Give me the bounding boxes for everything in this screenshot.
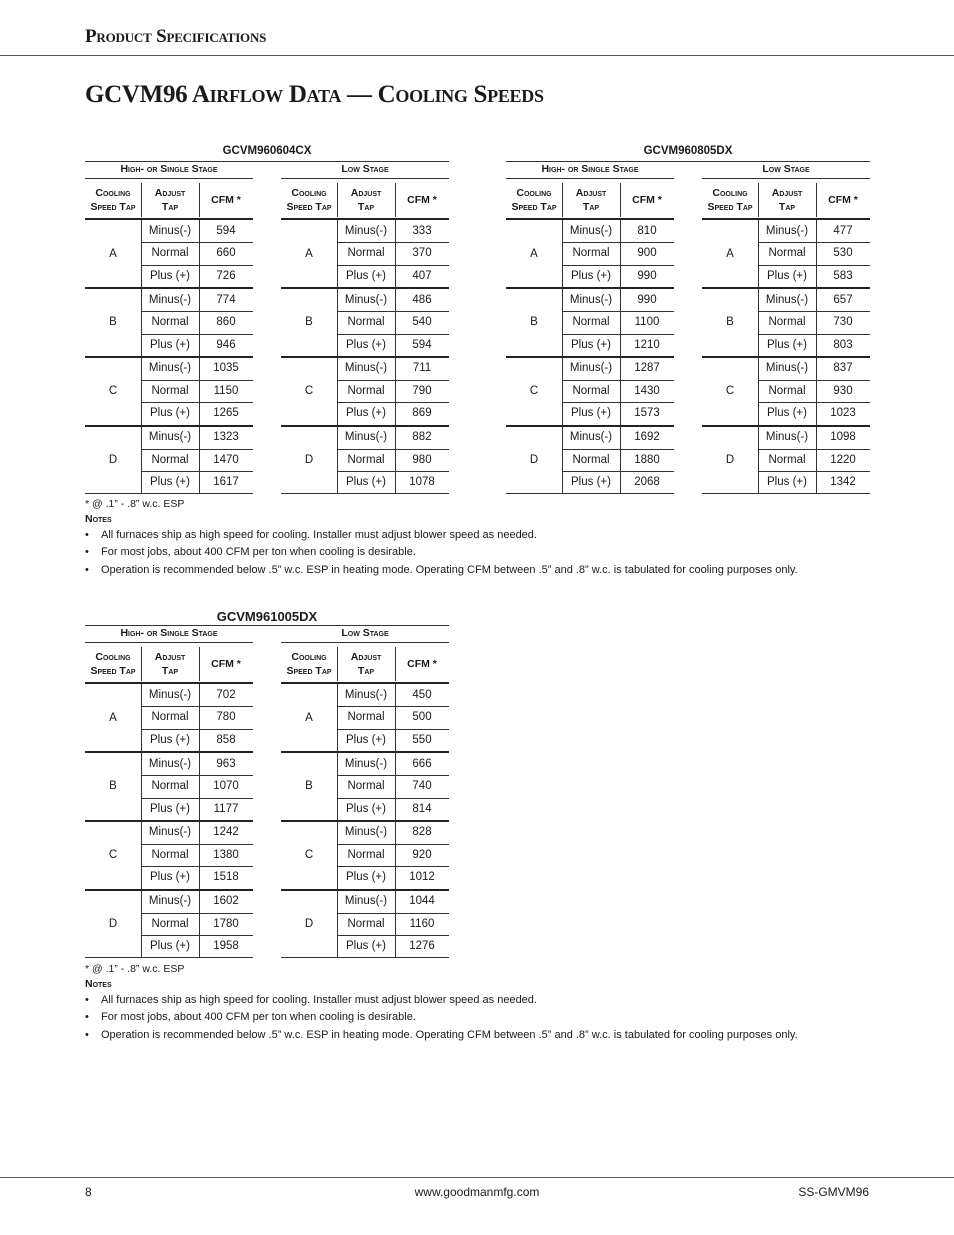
speed-tap-cell: A [109,247,117,260]
cfm-cell: 869 [412,407,432,420]
adjust-tap-header [758,183,816,217]
cfm-cell: 594 [216,225,236,237]
footer-website: www.goodmanmfg.com [414,1185,540,1199]
speed-tap-cell: D [529,453,539,466]
adjust-tap-cell: Plus (+) [150,733,190,746]
stage-label-high: High- or Single Stage [120,163,218,175]
speed-tap-header [702,183,758,217]
adjust-tap-header-line: Adjust [154,651,186,663]
adjust-tap-cell: Minus(-) [344,689,388,701]
adjust-tap-cell: Plus (+) [571,269,611,282]
cfm-cell: 486 [412,293,432,306]
speed-tap-cell: C [725,384,735,397]
notes-heading: Notes [85,978,112,990]
speed-tap-cell: A [530,247,538,260]
speed-tap-header-line: Speed Tap [286,201,332,213]
note-bullet-icon: • [85,563,89,576]
note-item: For most jobs, about 400 CFM per ton when cooling is desirable. [101,1011,416,1024]
adjust-tap-cell: Minus(-) [148,689,192,701]
adjust-tap-cell: Minus(-) [765,362,809,375]
cfm-cell: 711 [412,362,432,375]
adjust-tap-cell: Plus (+) [767,475,807,488]
cfm-cell: 1323 [213,431,239,444]
adjust-tap-cell: Minus(-) [344,757,388,770]
cfm-cell: 702 [216,689,236,701]
adjust-tap-cell: Normal [347,316,385,329]
cfm-cell: 1958 [213,939,239,952]
cfm-cell: 1035 [213,362,239,375]
cfm-cell: 1078 [409,475,435,488]
adjust-tap-header [141,647,199,681]
cfm-cell: 333 [412,225,432,237]
page-number: 8 [85,1185,92,1199]
adjust-tap-cell: Minus(-) [148,293,192,306]
adjust-tap-cell: Plus (+) [346,802,386,815]
table-bottom-rule [281,957,449,958]
adjust-tap-header-line: Tap [357,665,375,677]
adjust-tap-cell: Plus (+) [346,733,386,746]
adjust-tap-cell: Plus (+) [150,269,190,282]
adjust-tap-cell: Normal [572,316,610,329]
speed-tap-header [281,183,337,217]
cfm-cell: 500 [412,711,432,724]
speed-tap-cell: A [305,247,313,260]
cfm-cell: 730 [833,316,853,329]
adjust-tap-cell: Normal [151,848,189,861]
note-bullet-icon: • [85,546,89,559]
speed-tap-header-line: Speed Tap [90,201,136,213]
adjust-tap-header [562,183,620,217]
adjust-tap-header-line: Tap [778,201,796,213]
cfm-cell: 1276 [409,939,435,952]
cfm-cell: 1518 [213,871,239,884]
cfm-cell: 1012 [409,871,435,884]
page-title: GCVM96 Airflow Data — Cooling Speeds [85,81,544,108]
notes-heading: Notes [85,513,112,525]
adjust-tap-cell: Minus(-) [148,826,192,839]
cfm-cell: 814 [412,802,432,815]
adjust-tap-cell: Plus (+) [150,407,190,420]
speed-tap-header-line: Speed Tap [90,665,136,677]
adjust-tap-header-line: Tap [161,201,179,213]
note-item: All furnaces ship as high speed for cooling. Installer must adjust blower speed as needed. [101,529,537,541]
adjust-tap-header [337,647,395,681]
table-bottom-rule [702,493,870,494]
adjust-tap-header [141,183,199,217]
adjust-tap-cell: Normal [151,453,189,466]
speed-tap-cell: D [108,453,118,466]
adjust-tap-cell: Plus (+) [571,338,611,351]
adjust-tap-cell: Normal [347,780,385,793]
adjust-tap-cell: Normal [768,453,806,466]
speed-tap-header-line: Speed Tap [511,201,557,213]
adjust-tap-cell: Plus (+) [571,475,611,488]
cfm-cell: 803 [833,338,853,351]
model-rule [85,625,449,626]
footer-rule [0,1177,954,1178]
adjust-tap-header-line: Adjust [350,651,382,663]
speed-tap-cell: B [530,316,538,329]
adjust-tap-cell: Minus(-) [765,293,809,306]
cfm-cell: 1602 [213,895,239,908]
cfm-cell: 407 [412,269,432,282]
speed-tap-header [506,183,562,217]
speed-tap-header-line: Cooling [291,187,327,199]
footnote-esp: * @ .1” - .8” w.c. ESP [85,498,185,510]
model-rule [506,161,870,162]
cfm-header: CFM * [632,194,662,206]
adjust-tap-cell: Normal [347,247,385,260]
adjust-tap-cell: Normal [151,247,189,260]
cfm-cell: 530 [833,247,853,260]
cfm-cell: 666 [412,757,432,770]
adjust-tap-cell: Plus (+) [346,407,386,420]
adjust-tap-cell: Minus(-) [148,757,192,770]
speed-tap-cell: D [108,917,118,930]
cfm-cell: 1342 [830,475,856,488]
adjust-tap-header-line: Adjust [154,187,186,199]
cfm-cell: 774 [216,293,236,306]
cfm-cell: 1023 [830,407,856,420]
speed-tap-header [85,647,141,681]
cfm-cell: 657 [833,293,853,306]
cfm-cell: 1287 [634,362,660,375]
note-bullet-icon: • [85,994,89,1006]
footnote-esp: * @ .1” - .8” w.c. ESP [85,963,185,975]
model-title: GCVM960805DX [643,145,733,157]
adjust-tap-cell: Minus(-) [569,431,613,444]
cfm-cell: 477 [833,225,853,237]
adjust-tap-cell: Plus (+) [346,939,386,952]
cfm-cell: 1617 [213,475,239,488]
adjust-tap-cell: Plus (+) [346,475,386,488]
table-bottom-rule [281,493,449,494]
adjust-tap-cell: Plus (+) [767,407,807,420]
cfm-cell: 1242 [213,826,239,839]
adjust-tap-cell: Minus(-) [148,895,192,908]
table-bottom-rule [506,493,674,494]
section-header: Product Specifications [85,26,267,47]
stage-rule [85,642,253,643]
adjust-tap-header [337,183,395,217]
cfm-cell: 990 [637,293,657,306]
stage-rule [85,178,253,179]
note-bullet-icon: • [85,1028,89,1041]
adjust-tap-header-line: Tap [357,201,375,213]
adjust-tap-cell: Normal [151,917,189,930]
cfm-cell: 990 [637,269,657,282]
table-bottom-rule [85,493,253,494]
cfm-cell: 2068 [634,475,660,488]
speed-tap-header-line: Cooling [712,187,748,199]
adjust-tap-cell: Minus(-) [569,362,613,375]
adjust-tap-cell: Plus (+) [346,871,386,884]
speed-tap-cell: D [304,917,314,930]
stage-label-high: High- or Single Stage [541,163,639,175]
note-bullet-icon: • [85,529,89,541]
cfm-cell: 858 [216,733,236,746]
speed-tap-cell: D [725,453,735,466]
stage-label-high: High- or Single Stage [120,627,218,639]
speed-tap-header-line: Cooling [291,651,327,663]
cfm-cell: 1692 [634,431,660,444]
adjust-tap-header-line: Adjust [350,187,382,199]
cfm-cell: 660 [216,247,236,260]
stage-rule [281,178,449,179]
cfm-header: CFM * [211,658,241,670]
table-bottom-rule [85,957,253,958]
header-rule [0,55,954,56]
note-bullet-icon: • [85,1011,89,1024]
adjust-tap-cell: Minus(-) [569,293,613,306]
adjust-tap-cell: Minus(-) [344,431,388,444]
adjust-tap-cell: Minus(-) [344,895,388,908]
cfm-cell: 790 [412,384,432,397]
adjust-tap-cell: Minus(-) [344,362,388,375]
cfm-cell: 920 [412,848,432,861]
cfm-cell: 1220 [830,453,856,466]
adjust-tap-cell: Normal [347,848,385,861]
stage-rule [702,178,870,179]
speed-tap-header-line: Cooling [95,651,131,663]
note-item: For most jobs, about 400 CFM per ton when cooling is desirable. [101,546,416,559]
adjust-tap-cell: Normal [572,384,610,397]
cfm-cell: 1070 [213,780,239,793]
speed-tap-header-line: Cooling [516,187,552,199]
adjust-tap-cell: Minus(-) [765,431,809,444]
cfm-cell: 370 [412,247,432,260]
speed-tap-cell: B [109,780,117,793]
adjust-tap-cell: Plus (+) [150,939,190,952]
adjust-tap-cell: Minus(-) [344,225,388,237]
adjust-tap-cell: Normal [768,247,806,260]
speed-tap-cell: C [108,848,118,861]
cfm-cell: 583 [833,269,853,282]
cfm-cell: 946 [216,338,236,351]
speed-tap-cell: A [305,711,313,724]
adjust-tap-cell: Plus (+) [150,871,190,884]
speed-tap-header [85,183,141,217]
model-title: GCVM960604CX [222,145,312,157]
adjust-tap-cell: Minus(-) [148,362,192,375]
adjust-tap-cell: Normal [768,384,806,397]
speed-tap-header [281,647,337,681]
speed-tap-cell: D [304,453,314,466]
cfm-cell: 1210 [634,338,660,351]
cfm-cell: 980 [412,453,432,466]
cfm-cell: 550 [412,733,432,746]
cfm-cell: 810 [637,225,657,237]
adjust-tap-cell: Normal [572,453,610,466]
adjust-tap-cell: Plus (+) [571,407,611,420]
cfm-cell: 1098 [830,431,856,444]
cfm-cell: 837 [833,362,853,375]
cfm-header: CFM * [407,658,437,670]
speed-tap-header-line: Speed Tap [707,201,753,213]
cfm-cell: 930 [833,384,853,397]
speed-tap-cell: B [109,316,117,329]
adjust-tap-cell: Normal [572,247,610,260]
adjust-tap-cell: Plus (+) [346,338,386,351]
adjust-tap-cell: Normal [151,384,189,397]
adjust-tap-cell: Normal [151,316,189,329]
cfm-cell: 1044 [409,895,435,908]
speed-tap-cell: C [304,848,314,861]
note-item: All furnaces ship as high speed for cooling. Installer must adjust blower speed as needed. [101,994,537,1006]
adjust-tap-cell: Normal [347,917,385,930]
cfm-cell: 1150 [213,384,239,397]
adjust-tap-header-line: Tap [582,201,600,213]
cfm-cell: 860 [216,316,236,329]
adjust-tap-header-line: Adjust [575,187,607,199]
footer-doc-id: SS-GMVM96 [798,1185,869,1199]
adjust-tap-cell: Plus (+) [767,338,807,351]
adjust-tap-header-line: Adjust [771,187,803,199]
cfm-header: CFM * [407,194,437,206]
cfm-cell: 900 [637,247,657,260]
speed-tap-header-line: Cooling [95,187,131,199]
speed-tap-cell: C [108,384,118,397]
cfm-cell: 1100 [634,316,660,329]
adjust-tap-cell: Plus (+) [346,269,386,282]
cfm-header: CFM * [211,194,241,206]
adjust-tap-cell: Normal [768,316,806,329]
adjust-tap-cell: Normal [347,711,385,724]
cfm-cell: 1160 [409,917,435,930]
cfm-header: CFM * [828,194,858,206]
adjust-tap-cell: Normal [347,384,385,397]
cfm-cell: 1470 [213,453,239,466]
model-title: GCVM961005DX [216,609,318,624]
note-item: Operation is recommended below .5” w.c. ESP in heating mode. Operating CFM between .5” and .8” w.c. is tabulated for cooling purposes only. [101,1028,798,1041]
adjust-tap-cell: Plus (+) [767,269,807,282]
cfm-cell: 1880 [634,453,660,466]
cfm-cell: 1265 [213,407,239,420]
cfm-cell: 1380 [213,848,239,861]
cfm-cell: 740 [412,780,432,793]
stage-rule [281,642,449,643]
cfm-cell: 726 [216,269,236,282]
cfm-cell: 963 [216,757,236,770]
model-rule [85,161,449,162]
adjust-tap-cell: Normal [151,780,189,793]
speed-tap-cell: C [304,384,314,397]
adjust-tap-cell: Minus(-) [765,225,809,237]
note-item: Operation is recommended below .5” w.c. ESP in heating mode. Operating CFM between .5” and .8” w.c. is tabulated for cooling purposes only. [101,563,798,576]
speed-tap-cell: B [305,316,313,329]
adjust-tap-header-line: Tap [161,665,179,677]
speed-tap-cell: B [305,780,313,793]
cfm-cell: 594 [412,338,432,351]
cfm-cell: 882 [412,431,432,444]
adjust-tap-cell: Minus(-) [344,293,388,306]
adjust-tap-cell: Minus(-) [344,826,388,839]
speed-tap-header-line: Speed Tap [286,665,332,677]
adjust-tap-cell: Minus(-) [569,225,613,237]
adjust-tap-cell: Plus (+) [150,338,190,351]
stage-label-low: Low Stage [762,163,810,175]
adjust-tap-cell: Plus (+) [150,475,190,488]
speed-tap-cell: B [726,316,734,329]
cfm-cell: 1177 [213,802,239,815]
cfm-cell: 1573 [634,407,660,420]
adjust-tap-cell: Plus (+) [150,802,190,815]
adjust-tap-cell: Normal [347,453,385,466]
cfm-cell: 450 [412,689,432,701]
adjust-tap-cell: Minus(-) [148,225,192,237]
stage-label-low: Low Stage [341,163,389,175]
stage-label-low: Low Stage [341,627,389,639]
cfm-cell: 1430 [634,384,660,397]
cfm-cell: 1780 [213,917,239,930]
speed-tap-cell: C [529,384,539,397]
cfm-cell: 540 [412,316,432,329]
cfm-cell: 780 [216,711,236,724]
adjust-tap-cell: Normal [151,711,189,724]
stage-rule [506,178,674,179]
speed-tap-cell: A [109,711,117,724]
adjust-tap-cell: Minus(-) [148,431,192,444]
speed-tap-cell: A [726,247,734,260]
cfm-cell: 828 [412,826,432,839]
